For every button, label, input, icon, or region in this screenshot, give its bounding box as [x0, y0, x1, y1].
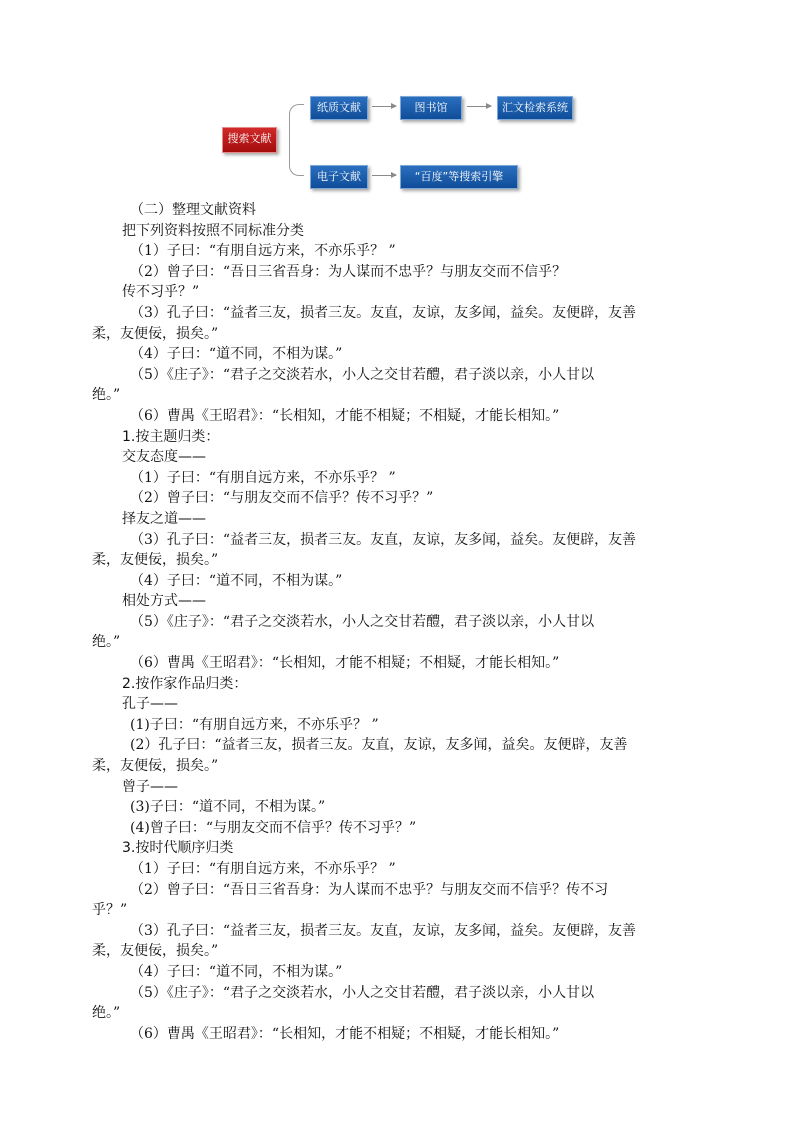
text-line: （5）《庄子》：“君子之交淡若水，小人之交甘若醴，君子淡以亲，小人甘以: [130, 366, 595, 383]
text-line: （二）整理文献资料: [130, 202, 256, 218]
text-line: 1.按主题归类：: [122, 428, 220, 445]
text-line: 孔子——: [122, 696, 178, 713]
text-line: （4）子曰：“道不同，不相为谋。”: [130, 346, 343, 363]
text-line: 柔，友便佞，损矣。”: [92, 552, 219, 569]
text-line: （2）曾子曰：“吾日三省吾身：为人谋而不忠乎？与朋友交而不信乎？传不习: [130, 881, 609, 898]
text-line: （2）曾子曰：“吾日三省吾身：为人谋而不忠乎？与朋友交而不信乎？: [130, 263, 567, 280]
text-line: （3）孔子曰：“益者三友，损者三友。友直，友谅，友多闻，益矣。友便辟，友善: [130, 531, 637, 548]
branch-brace: [289, 104, 304, 176]
text-line: （1）子曰：“有朋自远方来，不亦乐乎？ ”: [130, 861, 396, 877]
text-line: 相处方式——: [122, 593, 206, 610]
arrow-3: [372, 175, 396, 176]
text-line: （6）曹禺《王昭君》：“长相知，才能不相疑；不相疑，才能长相知。”: [130, 1025, 560, 1042]
text-line: （3）孔子曰：“益者三友，损者三友。友直，友谅，友多闻，益矣。友便辟，友善: [130, 304, 637, 321]
text-line: (1)子曰：“有朋自远方来，不亦乐乎？ ”: [130, 716, 379, 733]
electronic-literature-box: 电子文献: [310, 165, 368, 189]
text-line: 3.按时代顺序归类: [122, 840, 234, 857]
text-line: (3)子曰：“道不同，不相为谋。”: [130, 799, 326, 816]
search-engine-box: “百度”等搜索引擎: [400, 165, 518, 189]
text-line: （3）孔子曰：“益者三友，损者三友。友直，友谅，友多闻，益矣。友便辟，友善: [130, 922, 637, 939]
text-line: 柔，友便佞，损矣。”: [92, 758, 219, 775]
text-line: （4）子曰：“道不同，不相为谋。”: [130, 963, 343, 980]
text-line: 曾子——: [122, 778, 178, 795]
text-line: （5）《庄子》：“君子之交淡若水，小人之交甘若醴，君子淡以亲，小人甘以: [130, 984, 595, 1001]
text-line: 柔，友便佞，损矣。”: [92, 943, 219, 960]
text-line: 择友之道——: [122, 510, 206, 527]
text-line: （4）子曰：“道不同，不相为谋。”: [130, 572, 343, 589]
text-line: （1）子曰：“有朋自远方来，不亦乐乎？ ”: [130, 469, 396, 486]
root-box: 搜索文献: [222, 127, 277, 153]
text-line: 传不习乎？”: [122, 284, 200, 301]
text-line: 把下列资料按照不同标准分类: [122, 222, 304, 239]
paper-literature-box: 纸质文献: [310, 96, 368, 120]
text-line: (4)曾子曰：“与朋友交而不信乎？传不习乎？”: [130, 819, 417, 836]
catalog-system-box: 汇文检索系统: [497, 96, 573, 120]
flow-diagram: [0, 0, 794, 200]
text-line: （5）《庄子》：“君子之交淡若水，小人之交甘若醴，君子淡以亲，小人甘以: [130, 613, 595, 630]
library-box: 图书馆: [400, 96, 462, 120]
text-line: 绝。”: [92, 387, 121, 404]
text-line: 2.按作家作品归类：: [122, 675, 248, 692]
text-line: (2）孔子曰：“益者三友，损者三友。友直，友谅，友多闻，益矣。友便辟，友善: [130, 737, 628, 754]
document-body: [92, 200, 712, 1044]
text-line: 交友态度——: [122, 449, 206, 466]
text-line: 柔，友便佞，损矣。”: [92, 325, 219, 342]
arrow-1: [372, 106, 396, 107]
text-line: （1）子曰：“有朋自远方来，不亦乐乎？ ”: [130, 243, 396, 260]
text-line: 绝。”: [92, 634, 121, 651]
text-line: （6）曹禺《王昭君》：“长相知，才能不相疑；不相疑，才能长相知。”: [130, 655, 560, 672]
arrow-2: [467, 106, 491, 107]
text-line: （2）曾子曰：“与朋友交而不信乎？传不习乎？”: [130, 490, 434, 507]
text-line: （6）曹禺《王昭君》：“长相知，才能不相疑；不相疑，才能长相知。”: [130, 407, 560, 424]
text-line: 绝。”: [92, 1005, 121, 1022]
text-line: 乎？”: [92, 902, 128, 919]
